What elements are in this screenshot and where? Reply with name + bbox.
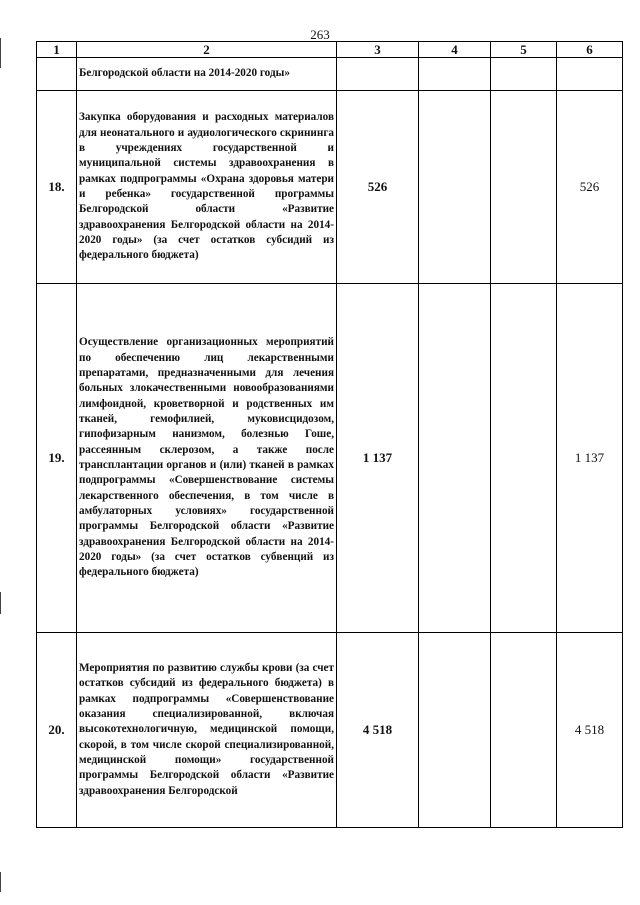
row-value-col4	[419, 284, 491, 633]
row-value-col6: 4 518	[557, 633, 623, 828]
row-value-col3: 526	[337, 91, 419, 284]
row-description: Мероприятия по развитию службы крови (за счет остатков субсидий из федерального бюджета) в рамках подпрограммы «Совершенствование оказания специализированной, включая высокотехнологичную, медицинской помощи, скорой, в том числе скорой специализированной, медицинской помощи» государственной программы Белгородской области «Развитие здравоохранения Белгородской	[77, 633, 337, 828]
row-value-col6	[557, 58, 623, 91]
table-row	[37, 91, 623, 284]
row-value-col4	[419, 91, 491, 284]
header-cell-1: 1	[37, 42, 77, 58]
row-number: 19.	[37, 284, 77, 633]
row-value-col6: 1 137	[557, 284, 623, 633]
header-row	[37, 42, 623, 58]
header-cell-5: 5	[491, 42, 557, 58]
table-row	[37, 58, 623, 91]
row-value-col6: 526	[557, 91, 623, 284]
header-cell-2: 2	[77, 42, 337, 58]
row-number: 20.	[37, 633, 77, 828]
row-value-col5	[491, 284, 557, 633]
row-number	[37, 58, 77, 91]
scan-edge-mark	[0, 38, 1, 68]
row-value-col5	[491, 91, 557, 284]
row-value-col4	[419, 633, 491, 828]
scan-edge-mark	[0, 592, 1, 614]
header-cell-4: 4	[419, 42, 491, 58]
scan-edge-mark	[0, 872, 1, 892]
row-value-col3: 4 518	[337, 633, 419, 828]
header-cell-6: 6	[557, 42, 623, 58]
row-value-col4	[419, 58, 491, 91]
row-value-col3: 1 137	[337, 284, 419, 633]
row-value-col3	[337, 58, 419, 91]
row-value-col5	[491, 58, 557, 91]
budget-table	[36, 41, 623, 828]
table-row	[37, 633, 623, 828]
row-description: Осуществление организационных мероприятий по обеспечению лиц лекарственными препаратами, предназначенными для лечения больных злокачественными новообразованиями лимфоидной, кроветворной и родственных им тканей, гемофилией, муковисцидозом, гипофизарным нанизмом, болезнью Гоше, рассеянным склерозом, а также после трансплантации органов и (или) тканей в рамках подпрограммы «Совершенствование системы лекарственного обеспечения, в том числе в амбулаторных условиях» государственной программы Белгородской области «Развитие здравоохранения Белгородской области на 2014-2020 годы» (за счет остатков субвенций из федерального бюджета)	[77, 284, 337, 633]
row-description: Закупка оборудования и расходных материалов для неонатального и аудиологического скрининга в учреждениях государственной и муниципальной системы здравоохранения в рамках подпрограммы «Охрана здоровья матери и ребенка» государственной программы Белгородской области «Развитие здравоохранения Белгородской области на 2014-2020 годы» (за счет остатков субсидий из федерального бюджета)	[77, 91, 337, 284]
page-number: 263	[310, 27, 330, 42]
header-cell-3: 3	[337, 42, 419, 58]
row-value-col5	[491, 633, 557, 828]
row-description: Белгородской области на 2014-2020 годы»	[77, 58, 337, 91]
row-number: 18.	[37, 91, 77, 284]
table-row	[37, 284, 623, 633]
